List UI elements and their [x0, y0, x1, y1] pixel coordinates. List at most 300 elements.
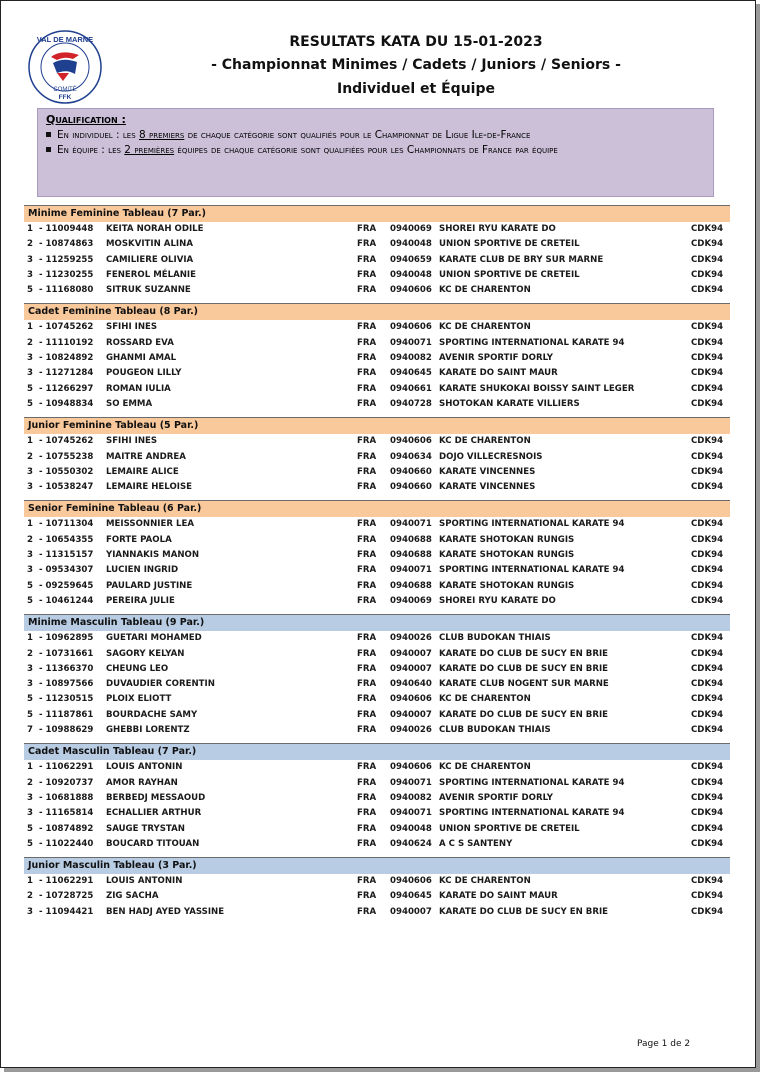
result-rank: 3	[27, 663, 33, 674]
category-header: Cadet Masculin Tableau (7 Par.)	[24, 743, 730, 760]
result-license-number: - 11366370	[39, 663, 94, 674]
result-country: FRA	[357, 254, 377, 265]
result-license-number: - 11259255	[39, 254, 94, 265]
result-license-number: - 10948834	[39, 398, 94, 409]
result-rank: 3	[27, 368, 33, 379]
result-rank: 1	[27, 436, 33, 447]
category-header: Junior Masculin Tableau (3 Par.)	[24, 857, 730, 874]
result-club-code: 0940082	[390, 353, 432, 364]
result-country: FRA	[357, 906, 377, 917]
result-club-name: SHOREI RYU KARATE DO	[439, 224, 556, 234]
result-athlete-name: FORTE PAOLA	[106, 534, 172, 545]
result-club-name: KARATE DO CLUB DE SUCY EN BRIE	[439, 709, 609, 720]
result-athlete-name: SAGORY KELYAN	[106, 648, 185, 659]
result-row	[24, 662, 730, 677]
result-rank: 7	[27, 725, 33, 736]
result-department: CDK94	[691, 519, 724, 530]
result-athlete-name: SFIHI INES	[106, 436, 158, 447]
result-department: CDK94	[691, 580, 724, 591]
result-athlete-name: PLOIX ELIOTT	[106, 694, 172, 705]
result-license-number: - 10745262	[39, 322, 94, 333]
result-department: CDK94	[691, 337, 724, 348]
result-club-name: CLUB BUDOKAN THIAIS	[439, 725, 551, 736]
result-rank: 5	[27, 580, 33, 591]
result-license-number: - 11266297	[39, 383, 94, 394]
category-block	[24, 857, 730, 925]
result-department: CDK94	[691, 823, 724, 834]
qualification-team-prefix: En équipe : les	[57, 144, 125, 156]
qualification-title: Qualification :	[46, 113, 126, 126]
result-country: FRA	[357, 368, 377, 379]
result-athlete-name: KEITA NORAH ODILE	[106, 224, 204, 234]
result-license-number: - 10728725	[39, 891, 94, 902]
result-rank: 5	[27, 383, 33, 394]
result-row	[24, 905, 730, 920]
category-header: Junior Feminine Tableau (5 Par.)	[24, 417, 730, 434]
qualification-individual-prefix: En individuel : les	[57, 129, 139, 141]
result-athlete-name: AMOR RAYHAN	[106, 777, 178, 788]
result-row	[24, 336, 730, 351]
result-country: FRA	[357, 595, 377, 606]
result-license-number: - 11271284	[39, 368, 94, 379]
category-header: Cadet Feminine Tableau (8 Par.)	[24, 303, 730, 320]
result-club-code: 0940660	[390, 482, 432, 493]
page-subtitle-2: Individuel et Équipe	[336, 81, 495, 97]
result-rank: 5	[27, 823, 33, 834]
result-row	[24, 320, 730, 335]
result-country: FRA	[357, 838, 377, 849]
result-rank: 1	[27, 224, 33, 234]
category-header: Senior Feminine Tableau (6 Par.)	[24, 500, 730, 517]
result-athlete-name: SAUGE TRYSTAN	[106, 823, 185, 834]
result-department: CDK94	[691, 534, 724, 545]
result-country: FRA	[357, 663, 377, 674]
result-row	[24, 253, 730, 268]
result-license-number: - 11009448	[39, 224, 94, 234]
result-department: CDK94	[691, 633, 724, 644]
result-country: FRA	[357, 679, 377, 690]
result-rank: 5	[27, 595, 33, 606]
result-club-name: KARATE DO CLUB DE SUCY EN BRIE	[439, 648, 609, 659]
qualification-team-suffix: équipes de chaque catégorie sont qualifiées pour les Championnats de France par équipe	[174, 144, 558, 156]
result-license-number: - 11110192	[39, 337, 94, 348]
result-license-number: - 11062291	[39, 762, 94, 773]
result-license-number: - 10755238	[39, 451, 94, 462]
result-club-name: UNION SPORTIVE DE CRETEIL	[439, 269, 580, 280]
result-license-number: - 10874892	[39, 823, 94, 834]
result-row	[24, 579, 730, 594]
result-club-code: 0940661	[390, 383, 432, 394]
category-block	[24, 417, 730, 500]
result-department: CDK94	[691, 876, 724, 887]
result-country: FRA	[357, 762, 377, 773]
result-country: FRA	[357, 436, 377, 447]
page-subtitle: - Championnat Minimes / Cadets / Juniors / Seniors -	[211, 57, 621, 73]
result-row	[24, 366, 730, 381]
result-athlete-name: LOUIS ANTONIN	[106, 762, 183, 773]
result-department: CDK94	[691, 777, 724, 788]
logo-text-top: VAL DE MARNE	[36, 35, 94, 44]
category-block	[24, 205, 730, 303]
result-row	[24, 708, 730, 723]
result-row	[24, 237, 730, 252]
result-country: FRA	[357, 534, 377, 545]
result-department: CDK94	[691, 838, 724, 849]
result-athlete-name: BOUCARD TITOUAN	[106, 838, 200, 849]
result-country: FRA	[357, 694, 377, 705]
result-club-code: 0940645	[390, 891, 432, 902]
result-athlete-name: SFIHI INES	[106, 322, 158, 333]
logo-text-bottom: COMITÉ	[53, 87, 77, 93]
result-rank: 2	[27, 891, 33, 902]
result-athlete-name: GHEBBI LORENTZ	[106, 725, 190, 736]
result-club-code: 0940634	[390, 451, 432, 462]
result-rank: 1	[27, 876, 33, 887]
result-row	[24, 631, 730, 646]
result-club-name: KC DE CHARENTON	[439, 876, 531, 887]
result-country: FRA	[357, 891, 377, 902]
result-country: FRA	[357, 337, 377, 348]
result-rank: 5	[27, 838, 33, 849]
result-rank: 1	[27, 519, 33, 530]
category-block	[24, 614, 730, 743]
result-row	[24, 517, 730, 532]
result-row	[24, 268, 730, 283]
result-athlete-name: GHANMI AMAL	[106, 353, 177, 364]
result-row	[24, 480, 730, 495]
result-club-name: KARATE SHOTOKAN RUNGIS	[439, 580, 575, 591]
category-header: Minime Feminine Tableau (7 Par.)	[24, 205, 730, 222]
result-country: FRA	[357, 725, 377, 736]
qualification-team	[46, 144, 705, 156]
result-club-name: SPORTING INTERNATIONAL KARATE 94	[439, 777, 625, 788]
logo-text-org: FFK	[58, 94, 72, 101]
result-rank: 2	[27, 777, 33, 788]
result-department: CDK94	[691, 239, 724, 250]
result-club-name: KARATE CLUB NOGENT SUR MARNE	[439, 679, 609, 690]
result-license-number: - 11230255	[39, 269, 94, 280]
category-header: Minime Masculin Tableau (9 Par.)	[24, 614, 730, 631]
result-department: CDK94	[691, 254, 724, 265]
result-department: CDK94	[691, 648, 724, 659]
result-license-number: - 11230515	[39, 694, 94, 705]
category-block	[24, 303, 730, 417]
result-club-code: 0940048	[390, 269, 432, 280]
result-club-code: 0940071	[390, 337, 432, 348]
result-club-code: 0940082	[390, 792, 432, 803]
result-club-code: 0940007	[390, 663, 432, 674]
result-rank: 3	[27, 906, 33, 917]
result-department: CDK94	[691, 436, 724, 447]
result-department: CDK94	[691, 451, 724, 462]
result-club-name: KC DE CHARENTON	[439, 285, 531, 296]
bullet-icon	[46, 132, 51, 137]
result-club-name: KARATE VINCENNES	[439, 482, 536, 493]
result-row	[24, 351, 730, 366]
result-row	[24, 874, 730, 889]
result-license-number: - 11187861	[39, 709, 94, 720]
result-club-code: 0940606	[390, 876, 432, 887]
result-row	[24, 677, 730, 692]
qualification-individual-suffix: de chaque catégorie sont qualifiés pour le Championnat de Ligue Ile-de-France	[184, 129, 531, 141]
result-club-name: KARATE CLUB DE BRY SUR MARNE	[439, 254, 604, 265]
result-athlete-name: GUETARI MOHAMED	[106, 633, 202, 644]
result-athlete-name: ECHALLIER ARTHUR	[106, 808, 202, 819]
result-club-name: KARATE SHOTOKAN RUNGIS	[439, 534, 575, 545]
result-club-name: KC DE CHARENTON	[439, 436, 531, 447]
result-athlete-name: YIANNAKIS MANON	[106, 550, 200, 561]
result-department: CDK94	[691, 906, 724, 917]
result-country: FRA	[357, 482, 377, 493]
comite-ffk-logo-icon	[27, 29, 103, 105]
result-department: CDK94	[691, 482, 724, 493]
result-rank: 1	[27, 322, 33, 333]
result-rank: 1	[27, 762, 33, 773]
result-club-name: KARATE DO CLUB DE SUCY EN BRIE	[439, 906, 609, 917]
result-row	[24, 776, 730, 791]
result-department: CDK94	[691, 550, 724, 561]
result-athlete-name: LOUIS ANTONIN	[106, 876, 183, 887]
result-country: FRA	[357, 565, 377, 576]
qualification-team-number: 2 premières	[124, 144, 175, 156]
result-athlete-name: LEMAIRE HELOISE	[106, 482, 193, 493]
result-athlete-name: SO EMMA	[106, 398, 153, 409]
result-department: CDK94	[691, 322, 724, 333]
result-country: FRA	[357, 451, 377, 462]
result-rank: 3	[27, 482, 33, 493]
result-club-name: SHOREI RYU KARATE DO	[439, 595, 556, 606]
result-athlete-name: ROMAN IULIA	[106, 383, 171, 394]
category-block	[24, 500, 730, 614]
result-row	[24, 889, 730, 904]
result-rank: 3	[27, 550, 33, 561]
result-license-number: - 10731661	[39, 648, 94, 659]
result-rank: 3	[27, 466, 33, 477]
result-athlete-name: LEMAIRE ALICE	[106, 466, 179, 477]
result-rank: 5	[27, 285, 33, 296]
bullet-icon	[46, 147, 51, 152]
result-license-number: - 10824892	[39, 353, 94, 364]
result-athlete-name: BEN HADJ AYED YASSINE	[106, 906, 225, 917]
result-club-code: 0940026	[390, 633, 432, 644]
result-athlete-name: PEREIRA JULIE	[106, 595, 175, 606]
result-country: FRA	[357, 808, 377, 819]
result-department: CDK94	[691, 709, 724, 720]
result-club-name: KC DE CHARENTON	[439, 694, 531, 705]
result-athlete-name: BOURDACHE SAMY	[106, 709, 198, 720]
result-department: CDK94	[691, 466, 724, 477]
result-license-number: - 11165814	[39, 808, 94, 819]
result-country: FRA	[357, 777, 377, 788]
result-club-code: 0940624	[390, 838, 432, 849]
result-rank: 3	[27, 679, 33, 690]
result-rank: 2	[27, 239, 33, 250]
result-club-name: SPORTING INTERNATIONAL KARATE 94	[439, 565, 625, 576]
result-rank: 2	[27, 337, 33, 348]
result-country: FRA	[357, 709, 377, 720]
result-athlete-name: LUCIEN INGRID	[106, 565, 179, 576]
result-country: FRA	[357, 353, 377, 364]
result-department: CDK94	[691, 679, 724, 690]
result-row	[24, 382, 730, 397]
result-license-number: - 11094421	[39, 906, 94, 917]
result-department: CDK94	[691, 398, 724, 409]
result-license-number: - 10461244	[39, 595, 94, 606]
result-club-name: AVENIR SPORTIF DORLY	[439, 353, 553, 364]
result-club-name: SPORTING INTERNATIONAL KARATE 94	[439, 808, 625, 819]
result-club-code: 0940606	[390, 285, 432, 296]
result-club-name: UNION SPORTIVE DE CRETEIL	[439, 823, 580, 834]
result-club-code: 0940645	[390, 368, 432, 379]
result-row	[24, 450, 730, 465]
result-license-number: - 10988629	[39, 725, 94, 736]
result-club-code: 0940048	[390, 823, 432, 834]
result-department: CDK94	[691, 808, 724, 819]
result-license-number: - 11168080	[39, 285, 94, 296]
result-license-number: - 10745262	[39, 436, 94, 447]
result-license-number: - 10897566	[39, 679, 94, 690]
result-country: FRA	[357, 239, 377, 250]
result-department: CDK94	[691, 565, 724, 576]
result-department: CDK94	[691, 383, 724, 394]
result-department: CDK94	[691, 353, 724, 364]
result-row	[24, 647, 730, 662]
results-list	[24, 205, 730, 925]
result-row	[24, 548, 730, 563]
result-license-number: - 10874863	[39, 239, 94, 250]
result-department: CDK94	[691, 663, 724, 674]
result-row	[24, 283, 730, 298]
qualification-individual-number: 8 premiers	[138, 129, 185, 141]
result-row	[24, 806, 730, 821]
result-club-name: KARATE SHUKOKAI BOISSY SAINT LEGER	[439, 383, 635, 394]
result-rank: 3	[27, 565, 33, 576]
page-title: RESULTATS KATA DU 15-01-2023	[289, 34, 543, 50]
result-club-name: KARATE DO SAINT MAUR	[439, 368, 558, 379]
result-department: CDK94	[691, 595, 724, 606]
result-row	[24, 791, 730, 806]
result-club-code: 0940071	[390, 565, 432, 576]
result-department: CDK94	[691, 725, 724, 736]
result-club-code: 0940071	[390, 777, 432, 788]
result-club-name: KARATE DO CLUB DE SUCY EN BRIE	[439, 663, 609, 674]
result-athlete-name: MAITRE ANDREA	[106, 451, 186, 462]
result-club-code: 0940606	[390, 322, 432, 333]
result-rank: 3	[27, 254, 33, 265]
result-club-code: 0940606	[390, 762, 432, 773]
result-license-number: - 10711304	[39, 519, 94, 530]
result-club-name: A C S SANTENY	[439, 838, 513, 849]
result-department: CDK94	[691, 224, 724, 234]
qualification-individual	[46, 129, 705, 141]
result-row	[24, 434, 730, 449]
result-license-number: - 10550302	[39, 466, 94, 477]
result-country: FRA	[357, 648, 377, 659]
result-row	[24, 692, 730, 707]
result-country: FRA	[357, 550, 377, 561]
result-rank: 5	[27, 398, 33, 409]
result-athlete-name: ROSSARD EVA	[106, 337, 174, 348]
result-club-code: 0940640	[390, 679, 432, 690]
result-license-number: - 10654355	[39, 534, 94, 545]
result-club-name: SPORTING INTERNATIONAL KARATE 94	[439, 519, 625, 530]
result-row	[24, 397, 730, 412]
result-club-code: 0940688	[390, 580, 432, 591]
result-license-number: - 09259645	[39, 580, 94, 591]
result-country: FRA	[357, 792, 377, 803]
result-rank: 5	[27, 709, 33, 720]
result-rank: 3	[27, 792, 33, 803]
result-athlete-name: DUVAUDIER CORENTIN	[106, 679, 215, 690]
result-club-code: 0940728	[390, 398, 432, 409]
result-row	[24, 760, 730, 775]
result-row	[24, 465, 730, 480]
result-athlete-name: POUGEON LILLY	[106, 368, 182, 379]
result-license-number: - 10538247	[39, 482, 94, 493]
result-department: CDK94	[691, 694, 724, 705]
qualification-box	[37, 108, 714, 197]
result-license-number: - 10962895	[39, 633, 94, 644]
result-license-number: - 11022440	[39, 838, 94, 849]
result-country: FRA	[357, 383, 377, 394]
result-rank: 3	[27, 353, 33, 364]
result-athlete-name: MOSKVITIN ALINA	[106, 239, 193, 250]
result-country: FRA	[357, 519, 377, 530]
result-athlete-name: ZIG SACHA	[106, 891, 159, 902]
result-athlete-name: CAMILIERE OLIVIA	[106, 254, 194, 265]
result-row	[24, 822, 730, 837]
result-country: FRA	[357, 322, 377, 333]
result-athlete-name: SITRUK SUZANNE	[106, 285, 191, 296]
result-athlete-name: PAULARD JUSTINE	[106, 580, 193, 591]
result-row	[24, 533, 730, 548]
result-country: FRA	[357, 466, 377, 477]
result-club-code: 0940007	[390, 906, 432, 917]
result-department: CDK94	[691, 762, 724, 773]
result-club-name: KC DE CHARENTON	[439, 762, 531, 773]
result-country: FRA	[357, 823, 377, 834]
result-club-code: 0940688	[390, 534, 432, 545]
result-club-name: KARATE VINCENNES	[439, 466, 536, 477]
result-license-number: - 09534307	[39, 565, 94, 576]
result-license-number: - 10920737	[39, 777, 94, 788]
result-rank: 2	[27, 534, 33, 545]
result-country: FRA	[357, 876, 377, 887]
result-club-name: KC DE CHARENTON	[439, 322, 531, 333]
result-rank: 3	[27, 808, 33, 819]
result-rank: 5	[27, 694, 33, 705]
result-row	[24, 837, 730, 852]
result-country: FRA	[357, 580, 377, 591]
result-athlete-name: CHEUNG LEO	[106, 663, 169, 674]
result-license-number: - 11315157	[39, 550, 94, 561]
result-club-code: 0940071	[390, 808, 432, 819]
result-club-code: 0940606	[390, 436, 432, 447]
result-department: CDK94	[691, 792, 724, 803]
result-athlete-name: FENEROL MÉLANIE	[106, 269, 197, 280]
result-country: FRA	[357, 398, 377, 409]
result-row	[24, 723, 730, 738]
result-club-name: SPORTING INTERNATIONAL KARATE 94	[439, 337, 625, 348]
result-club-name: UNION SPORTIVE DE CRETEIL	[439, 239, 580, 250]
result-country: FRA	[357, 633, 377, 644]
result-rank: 3	[27, 269, 33, 280]
result-department: CDK94	[691, 285, 724, 296]
result-department: CDK94	[691, 269, 724, 280]
result-club-code: 0940007	[390, 648, 432, 659]
result-club-code: 0940069	[390, 595, 432, 606]
result-row	[24, 594, 730, 609]
